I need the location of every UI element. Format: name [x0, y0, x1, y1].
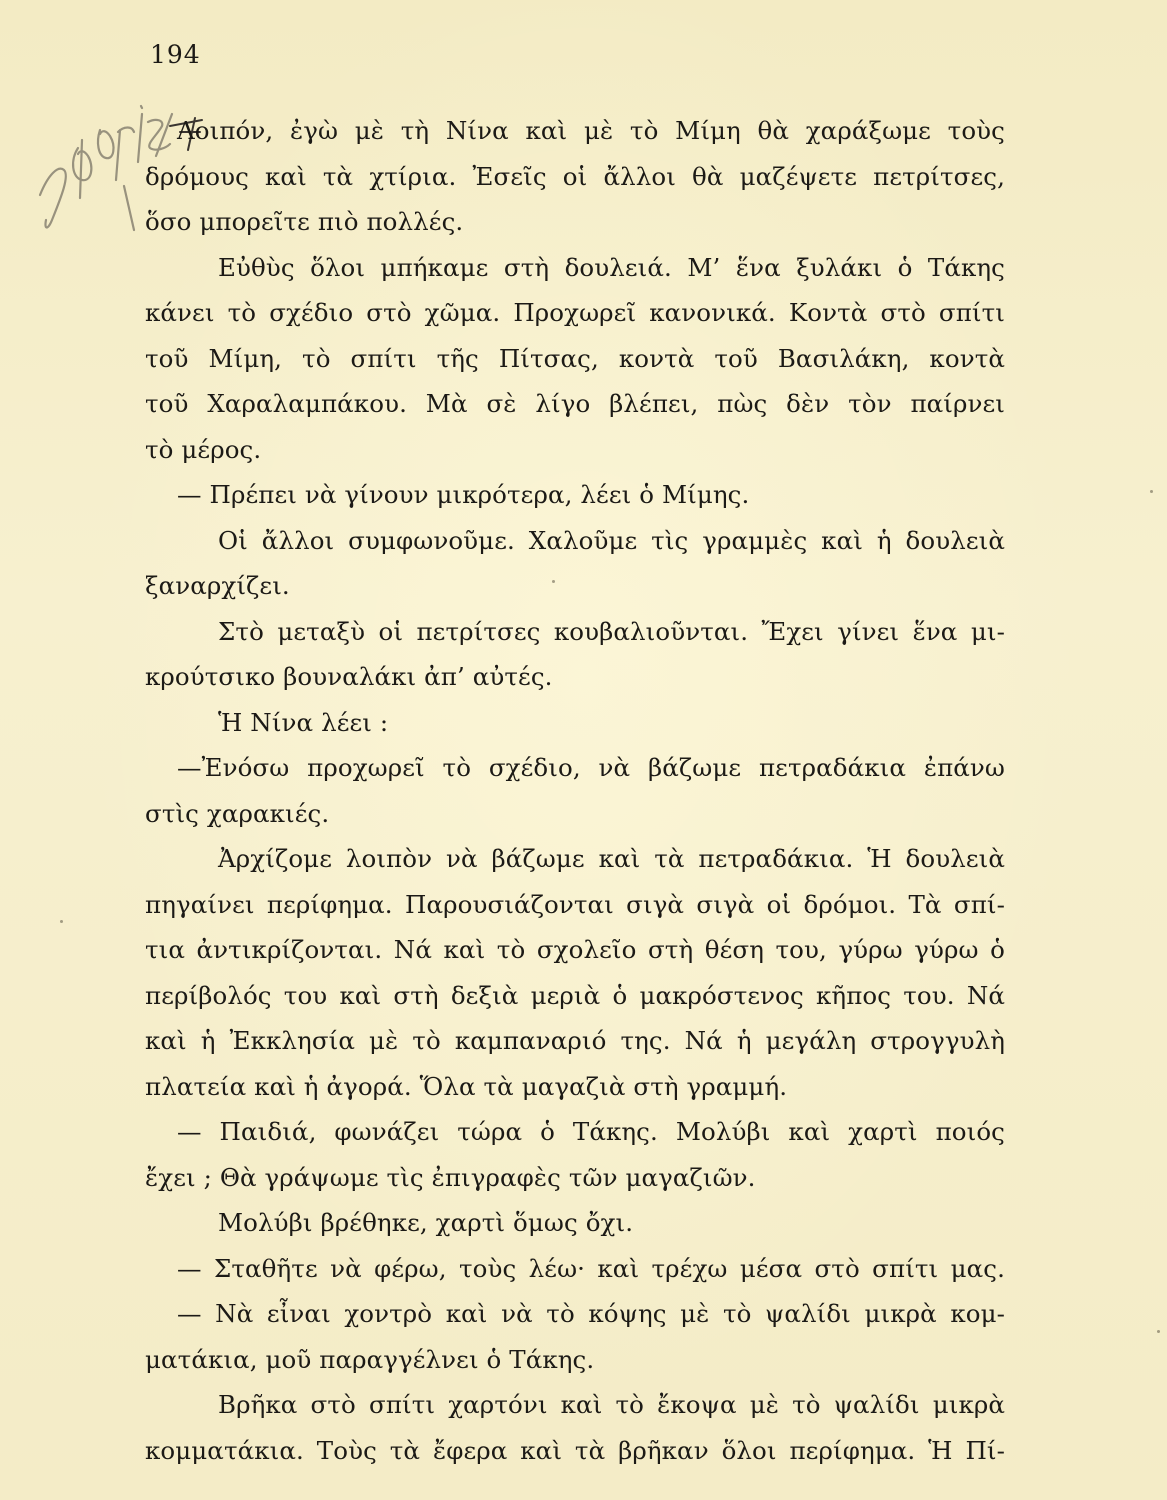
text-line: κομματάκια. Τοὺς τὰ ἔφερα καὶ τὰ βρῆκαν ὅλοι περίφημα. Ἡ Πί-	[145, 1435, 1005, 1465]
text-line: — Νὰ εἶναι χοντρὸ καὶ νὰ τὸ κόψης μὲ τὸ ψαλίδι μικρὰ κομ-	[177, 1299, 1005, 1328]
text-line: καὶ ἡ Ἐκκλησία μὲ τὸ καμπαναριό της. Νά ἡ μεγάλη στρογγυλὴ	[145, 1026, 1005, 1055]
paper-speck	[552, 580, 555, 583]
text-line: ξαναρχίζει.	[145, 571, 290, 600]
text-line: — Πρέπει νὰ γίνουν μικρότερα, λέει ὁ Μίμης.	[177, 480, 750, 509]
text-line: περίβολός του καὶ στὴ δεξιὰ μεριὰ ὁ μακρόστενος κῆπος του. Νά	[145, 980, 1005, 1010]
text-line: δρόμους καὶ τὰ χτίρια. Ἐσεῖς οἱ ἄλλοι θὰ μαζέψετε πετρίτσες,	[145, 161, 1005, 191]
paper-speck	[1157, 1330, 1160, 1333]
text-line: Μολύβι βρέθηκε, χαρτὶ ὅμως ὄχι.	[218, 1208, 634, 1237]
paper-speck	[60, 920, 63, 923]
text-line: Στὸ μεταξὺ οἱ πετρίτσες κουβαλιοῦνται. Ἔχει γίνει ἕνα μι-	[218, 616, 1005, 646]
text-line: ματάκια, μοῦ παραγγέλνει ὁ Τάκης.	[145, 1344, 595, 1374]
text-line: τὸ μέρος.	[145, 434, 262, 464]
paper-speck	[1150, 490, 1153, 493]
text-line: Βρῆκα στὸ σπίτι χαρτόνι καὶ τὸ ἔκοψα μὲ τὸ ψαλίδι μικρὰ	[218, 1390, 1005, 1419]
text-line: τοῦ Μίμη, τὸ σπίτι τῆς Πίτσας, κοντὰ τοῦ Βασιλάκη, κοντὰ	[145, 343, 1005, 373]
text-line: πηγαίνει περίφημα. Παρουσιάζονται σιγὰ σιγὰ οἱ δρόμοι. Τὰ σπί-	[145, 889, 1005, 919]
text-line: κρούτσικο βουναλάκι ἀπ’ αὐτές.	[145, 662, 553, 691]
page-number: 194	[150, 40, 201, 69]
text-line: ὅσο μπορεῖτε πιὸ πολλές.	[145, 207, 464, 236]
text-line: Λοιπόν, ἐγὼ μὲ τὴ Νίνα καὶ μὲ τὸ Μίμη θὰ χαράξωμε τοὺς	[177, 116, 1005, 145]
text-line: — Σταθῆτε νὰ φέρω, τοὺς λέω· καὶ τρέχω μέσα στὸ σπίτι μας.	[177, 1253, 1005, 1283]
text-line: πλατεία καὶ ἡ ἀγορά. Ὅλα τὰ μαγαζιὰ στὴ γραμμή.	[145, 1071, 788, 1101]
text-line: —Ἐνόσω προχωρεῖ τὸ σχέδιο, νὰ βάζωμε πετραδάκια ἐπάνω	[177, 753, 1005, 782]
text-line: Ἀρχίζομε λοιπὸν νὰ βάζωμε καὶ τὰ πετραδάκια. Ἡ δουλειὰ	[218, 844, 1005, 873]
body-text	[145, 108, 1005, 1473]
text-line: κάνει τὸ σχέδιο στὸ χῶμα. Προχωρεῖ κανονικά. Κοντὰ στὸ σπίτι	[145, 298, 1005, 327]
text-line: ἔχει ; Θὰ γράψωμε τὶς ἐπιγραφὲς τῶν μαγαζιῶν.	[145, 1162, 756, 1192]
text-line: στὶς χαρακιές.	[145, 798, 330, 828]
text-line: Ἡ Νίνα λέει :	[218, 707, 389, 737]
text-line: Οἱ ἄλλοι συμφωνοῦμε. Χαλοῦμε τὶς γραμμὲς καὶ ἡ δουλειὰ	[218, 525, 1005, 555]
text-line: τια ἀντικρίζονται. Νά καὶ τὸ σχολεῖο στὴ θέση του, γύρω γύρω ὁ	[145, 935, 1005, 964]
text-line: τοῦ Χαραλαμπάκου. Μὰ σὲ λίγο βλέπει, πὼς δὲν τὸν παίρνει	[145, 389, 1005, 418]
text-line: Εὐθὺς ὅλοι μπήκαμε στὴ δουλειά. Μ’ ἕνα ξυλάκι ὁ Τάκης	[218, 252, 1005, 282]
text-line: — Παιδιά, φωνάζει τώρα ὁ Τάκης. Μολύβι καὶ χαρτὶ ποιός	[177, 1117, 1005, 1146]
